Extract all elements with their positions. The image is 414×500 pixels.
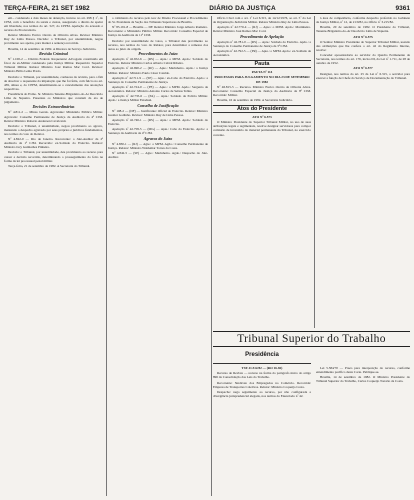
paragraph: Lei 5.584/70 — Prazo para interposição do recurso, conforme entendimento pacífico desta Corte. Publique-se. bbox=[316, 366, 410, 375]
tst-section-banner: Tribunal Superior do Trabalho bbox=[213, 331, 410, 347]
paragraph: Apelação nº 42.711-9 — (SP) — Apte.: ex-Cabo do Exército. Apdo.: a Sentença do Conselho Permanente de Justiça. bbox=[108, 75, 208, 84]
process-number: TST-11.512/82 — (RO 16-82) bbox=[241, 366, 283, 370]
paragraph: Terça-feira, 21 de setembro de 1982. A Secretaria do Tribunal. bbox=[8, 163, 91, 168]
paragraph: Apelação nº 42.781-0 — (RS) — Apte.: Soldado do Exército. Apdo.: a Sentença do Conselho Permanente de Justiça da 3ª CJM. bbox=[213, 39, 311, 48]
column-rule bbox=[211, 16, 212, 496]
paragraph: Nº 4.811-2 — Minas Gerais. Agravante: Ministério Público Militar. Agravado: Conselho Permanente de Justiça da Auditoria da 4ª CJM. Relator Ministro Roberto Andersen Cavalcanti. bbox=[4, 110, 103, 123]
page-header bbox=[4, 3, 410, 14]
paragraph: Apelação nº 42.724-0 — (PE) — Apte.: o MPM. Apdo.: Sargento da Aeronáutica. Relator: Ministro Antonio Carlos de Seixas Telles. bbox=[108, 85, 208, 94]
header-newspaper-title: DIÁRIO DA JUSTIÇA bbox=[209, 4, 276, 12]
paragraph: Apelação nº 42.652-6 — (RS) — Apte.: o MPM. Apdo.: Soldado do Exército. Relator Ministro Carlos Alberto Cabral Ribeiro. bbox=[108, 57, 208, 66]
paragraph: Despacho: nego seguimento ao recurso, por não configurada a divergência jurisprudencial alegada, nos termos do Enunciado nº 42. bbox=[213, 389, 311, 398]
pauta-subtitle: PROCESSOS PARA JULGAMENTO NO DIA 23 DE SETEMBRO DE 1982 bbox=[214, 75, 310, 84]
paragraph: Brasília, 14 de setembro de 1982. A Diretora de Serviço Judiciário. bbox=[8, 46, 97, 51]
atos-presidente-heading: Atos do Presidente bbox=[213, 105, 311, 113]
paragraph: Brasília, 20 de setembro de 1982. O Presidente do Tribunal, Tenente-Brigadeiro-do-Ar Deoclécio Lima de Siqueira. bbox=[316, 25, 410, 34]
tst-column-right bbox=[316, 366, 410, 498]
paragraph: Brasília, 16 de setembro de 1982. A Secretária Judiciária. bbox=[217, 98, 293, 103]
paragraph: Recorrente: Sindicato dos Empregados no Comércio. Recorrida: Empresa de Transportes Coletivos. Relator: Ministro Coqueijo Costa. bbox=[213, 380, 311, 389]
paragraph: Decisão: o Tribunal, por unanimidade, conheceu da revisão, para o fim de absolver o requerente da imputação que lhe foi feita, com fulcro no art. 439, alínea e, do CPPM, determinando-se o cancelamento das anotações respectivas. bbox=[4, 74, 103, 91]
paragraph: Presidência do Exmo. Sr. Ministro Tenente-Brigadeiro-do-Ar Deoclécio Lima de Siqueira. Presentes os Ministros que constam da ata de julgamento. bbox=[4, 91, 103, 105]
paragraph: Ofício Cível com o art. 1º Lei 6.315, de 14/12/1976, ao art. 5º da Lei de Organização Judiciária Militar. Relator Ministro Ruy de Lima Pessoa. bbox=[213, 16, 311, 25]
paragraph: à área de competência, conforme despacho proferido no Gabinete da Justiça Militar, nº 12, de 21/9/82, no Ofício nº 3.215/82. bbox=[316, 16, 410, 25]
section-heading: Conselho de Justificação bbox=[137, 102, 179, 108]
act-number: ATO Nº 6.575 bbox=[353, 34, 373, 39]
header-page-number: 9361 bbox=[395, 4, 410, 12]
paragraph: Nº 46.815-5 — Recurso. Ministro Eurico Osório de Oliveira Alves. Recorrente: Conselho Especial de Justiça da Auditoria da 8ª CJM. Recorrido: Militar. bbox=[213, 84, 311, 97]
column-2 bbox=[108, 16, 208, 498]
section-heading: Decisões Extraordinárias bbox=[32, 104, 75, 110]
column-4 bbox=[316, 16, 410, 329]
paragraph: Nº 108-2 — (DF) — Justificante: Oficial do Exército. Relator: Ministro Gualter Godinho. Revisor: Ministro Ruy de Lima Pessoa. bbox=[108, 108, 208, 117]
paragraph: o cabimento do recurso pelo teor de Direito Processual e Procedimento do Sr. Presidente da Seção dos Tribunais Superiores de Brasília. bbox=[108, 16, 208, 25]
tst-column-left bbox=[213, 366, 311, 498]
paragraph: Apelação nº 42.690-2 — (RJ) — Apte.: Marinheiro. Apdo.: a Justiça Militar. Relator: Ministro Paulo César Cataldo. bbox=[108, 66, 208, 75]
pauta-heading: Pauta bbox=[213, 60, 311, 68]
section-heading: Agravos do Juízo bbox=[143, 135, 173, 141]
section-heading: Procedimentos do Juízo bbox=[138, 50, 178, 56]
column-3 bbox=[213, 16, 311, 329]
paragraph: Nº 85.191-8 — Brasília — DF. Relator Ministro Jorge Alberto Romeiro. Recorrente: o Ministério Público Militar. Recorrido: Conselho Especial de Justiça da Auditoria da 11ª CJM. bbox=[108, 25, 208, 38]
paragraph: Decisão: por unanimidade de votos, o Tribunal deu provimento ao recurso, nos termos do voto do Relator, para determinar a remessa dos autos ao juízo de origem. bbox=[108, 38, 208, 51]
pauta-number: PAUTA Nº 114 bbox=[251, 70, 273, 75]
paragraph: Apelação nº 42.770-4 — (RJ) — Apte.: o MPM. Apdo.: Marinheiro. Relator Ministro José Ramos Mac Cord. bbox=[213, 25, 311, 34]
paragraph: O Ministro Presidente do Superior Tribunal Militar, no uso de suas atribuições legais e regimentais, resolve designar servidores para compor comissão de inventário do material permanente do Tribunal, no exercício corrente. bbox=[213, 120, 311, 137]
paragraph: Apelação nº 42.735-6 — (PA) — Apte.: Soldado da Polícia Militar. Apdo.: a Justiça Militar Estadual. bbox=[108, 94, 208, 103]
paragraph: Nº 1.100-2 — Distrito Federal. Requerente: Advogado constituído em favor de ex-Militar condenado pela Justiça Militar. Requerido: Superior Tribunal Militar. Relator Ministro José Ramos Mac Cord. Revisor: Ministro Hélio Lema Prado. bbox=[4, 57, 103, 74]
paragraph: O Senhor Ministro Presidente do Superior Tribunal Militar, usando das atribuições que lhe confere o art. 42 do Regimento Interno, resolve: bbox=[316, 39, 410, 52]
column-rule bbox=[106, 16, 107, 496]
paragraph: Apelação nº 42.758-5 — (MG) — Apte.: Cabo do Exército. Apdo.: a Sentença da Auditoria da 4ª CJM. bbox=[108, 127, 208, 136]
column-rule bbox=[314, 16, 315, 328]
act-number: ATO Nº 6.573 bbox=[252, 115, 272, 120]
paragraph: Decisão: o Tribunal, à unanimidade, negou provimento ao agravo, mantendo o despacho agravado por seus próprios e jurídicos fundamentos, nos termos do voto do Relator. bbox=[4, 123, 103, 136]
paragraph: Conceder aposentadoria ao servidor do Quadro Permanente da Secretaria, nos termos do art. 176, inciso III, da Lei nº 1.711, de 28 de outubro de 1952. bbox=[316, 53, 410, 66]
paragraph: Brasília, 14 de setembro de 1982. O Ministro Presidente do Tribunal Superior do Trabalho, Carlos Coqueijo Torreão da Costa. bbox=[316, 375, 410, 384]
paragraph: Relator Ministro Eurico Osório de Oliveira Alves. Revisor Ministro Ruy de Lima Pessoa. Decisão: o Tribunal, por unanimidade, negou provimento aos apelos, para manter a sentença recorrida. bbox=[4, 33, 103, 46]
header-date: TERÇA-FEIRA, 21 SET 1982 bbox=[4, 4, 90, 12]
act-number: ATO Nº 6.577 bbox=[353, 66, 373, 71]
section-heading: Revisão Criminal bbox=[39, 50, 68, 56]
paragraph: Apelação nº 42.792-5 — (PR) — Apte.: o MPM. Apdo.: ex-Soldado da Aeronáutica. bbox=[213, 49, 311, 58]
paragraph: Nº 4.842-5 — (SP) — Agte.: Marinheiro. Agdo.: Despacho do Juiz-Auditor. bbox=[108, 151, 208, 160]
paragraph: Designar, nos termos do art. 25 da Lei nº 6.315, o servidor para exercer a função de Chefe do Serviço de Documentação do Tribunal. bbox=[316, 71, 410, 80]
paragraph: Nº 4.822-0 — Rio de Janeiro. Recorrente: o Juiz-Auditor da 2ª Auditoria da 1ª CJM. Recorrido: ex-Soldado do Exército. Relator: Ministro Jacy Guimarães Pinheiro. bbox=[4, 137, 103, 150]
paragraph: Recurso de Revista — recurso na forma do parágrafo único do artigo 896 da Consolidação das Leis do Trabalho. bbox=[213, 371, 311, 380]
paragraph: em... condenado a dois meses de detenção, incurso no art. 298 § 1º, do CPM, com o benefício do sursis e custas, assegurado o direito de apelar em liberdade, nos termos do art. 527, do CPPM. Apelação do acusado e recurso da Procuradoria. bbox=[4, 16, 103, 33]
section-heading: Procedimento de Apelação bbox=[240, 33, 284, 39]
paragraph: Decisão: o Tribunal, por unanimidade, deu provimento ao recurso para cassar a decisão recorrida, determinando o prosseguimento do feito na forma da lei processual penal militar. bbox=[4, 150, 103, 163]
column-1 bbox=[4, 16, 103, 498]
paragraph: Nº 4.830-1 — (RJ) — Agte.: o MPM. Agdo.: Conselho Permanente de Justiça. Relator: Ministro Waldemar Torres da Costa. bbox=[108, 141, 208, 150]
paragraph: Apelação nº 42.746-1 — (RS) — Apte.: o MPM. Apdo.: Soldado do Exército. bbox=[108, 118, 208, 127]
presidencia-heading: Presidência bbox=[213, 347, 311, 364]
